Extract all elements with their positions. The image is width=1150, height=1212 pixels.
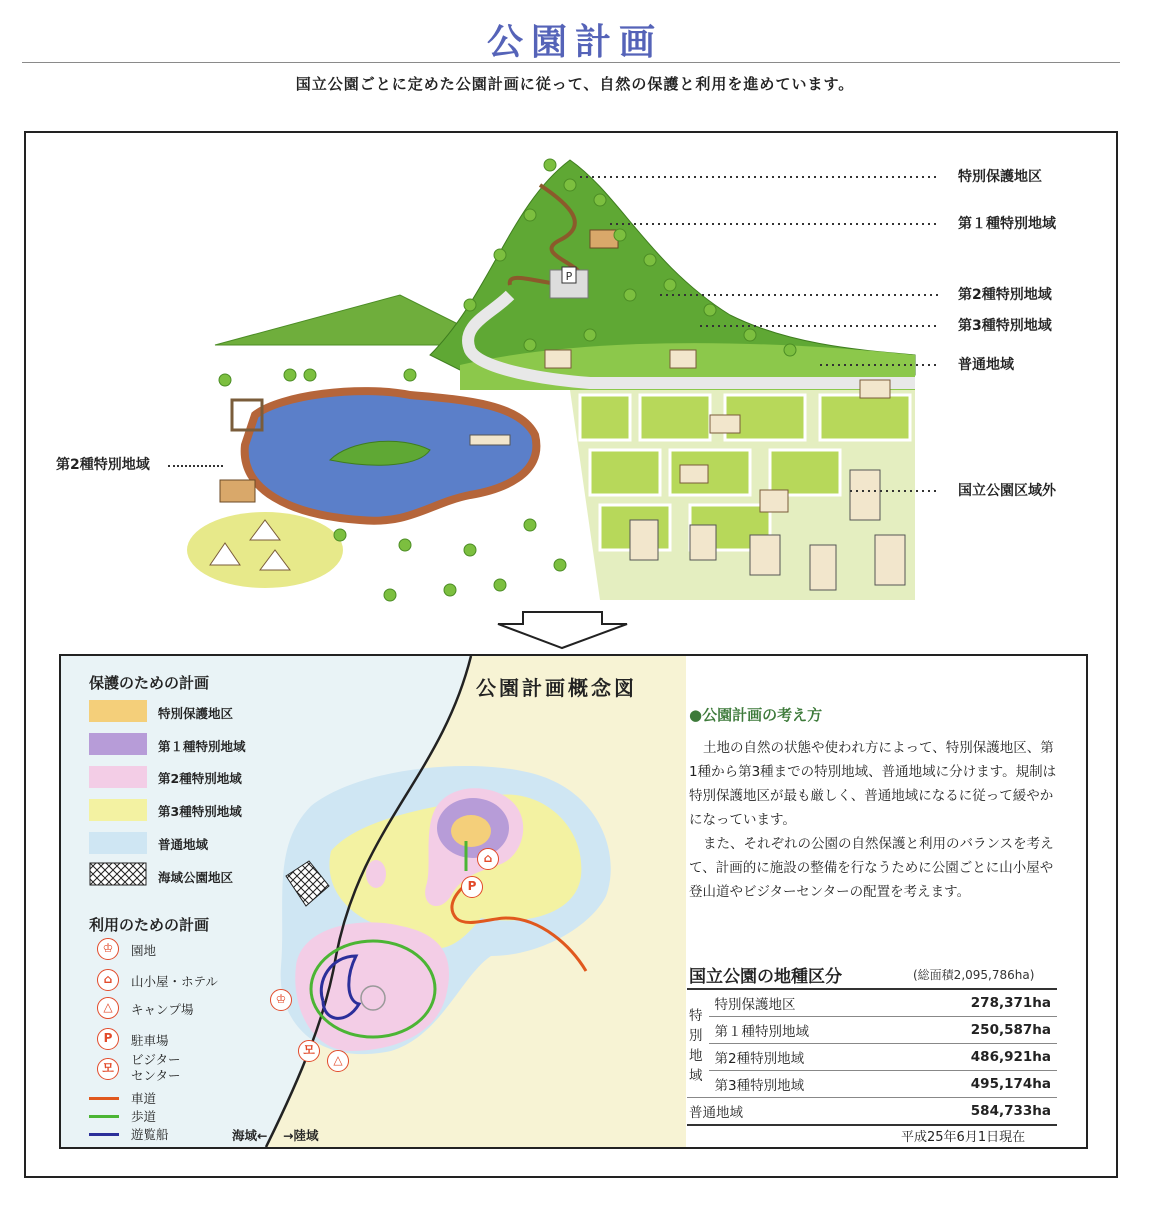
- hut-icon: ⌂: [97, 969, 119, 991]
- road-line-swatch: [89, 1097, 119, 1100]
- idea-heading: ●公園計画の考え方: [689, 706, 823, 724]
- callout-ordinary: 普通地域: [958, 357, 1014, 373]
- legend-boat: 遊覧船: [131, 1127, 169, 1142]
- map-camp-icon: △: [327, 1050, 349, 1072]
- swatch-special-protection: [89, 700, 147, 722]
- zone-special-protection: [451, 815, 491, 847]
- sea-label: 海域←: [232, 1128, 268, 1143]
- map-park-icon: ♔: [270, 989, 292, 1011]
- idea-paragraph-2: また、それぞれの公園の自然保護と利用のバランスを考えて、計画的に施設の整備を行なうために公園ごとに山小屋や登山道やビジターセンターの配置を考えます。: [689, 836, 1054, 900]
- swatch-ordinary: [89, 832, 147, 854]
- page-subtitle: 国立公園ごとに定めた公園計画に従って、自然の保護と利用を進めています。: [295, 75, 855, 93]
- concept-diagram-box: [59, 654, 1088, 1149]
- table-row: [687, 1071, 1057, 1098]
- legend-parking: 駐車場: [131, 1033, 169, 1048]
- legend-special-protection: 特別保護地区: [158, 706, 234, 721]
- use-legend-heading: 利用のための計画: [89, 916, 210, 934]
- house: [670, 350, 696, 368]
- map-parking-icon: P: [461, 876, 483, 898]
- legend-class1: 第１種特別地域: [158, 739, 246, 754]
- legend-hut: 山小屋・ホテル: [131, 974, 218, 989]
- mountain-hut: [590, 230, 618, 248]
- legend-visitor-center: [131, 1052, 181, 1084]
- ordinary-row-name: 普通地域: [687, 1098, 884, 1126]
- map-visitor-center-icon: 모: [298, 1040, 320, 1062]
- parking-sign-label: P: [565, 270, 573, 283]
- map-hut-icon: ⌂: [477, 848, 499, 870]
- row-value: 278,371ha: [884, 989, 1057, 1017]
- swatch-class1: [89, 733, 147, 755]
- callout-lake-class2: 第2種特別地域: [56, 457, 150, 473]
- row-name: 第１種特別地域: [709, 1017, 885, 1044]
- legend-class2: 第2種特別地域: [158, 771, 242, 786]
- table-row: [687, 989, 1057, 1017]
- down-arrow-icon: [495, 610, 630, 650]
- row-value: 495,174ha: [884, 1071, 1057, 1098]
- trail-line-swatch: [89, 1115, 119, 1118]
- swatch-marine-park: [89, 862, 147, 886]
- area-table: [687, 988, 1057, 1126]
- row-name: 第3種特別地域: [709, 1071, 885, 1098]
- row-name: 特別保護地区: [709, 989, 885, 1017]
- lakeside-hut: [220, 480, 255, 502]
- title-rule: [22, 62, 1120, 63]
- callout-class1: 第１種特別地域: [958, 216, 1056, 232]
- special-group-label: 特別地域: [687, 989, 709, 1098]
- small-island: [366, 860, 386, 888]
- boat-line-swatch: [89, 1133, 119, 1136]
- legend-marine-park: 海域公園地区: [158, 870, 234, 885]
- row-name: 第2種特別地域: [709, 1044, 885, 1071]
- boat: [470, 435, 510, 445]
- legend-camp: キャンプ場: [131, 1002, 194, 1017]
- table-row: [687, 1044, 1057, 1071]
- main-mountain: [430, 160, 915, 375]
- area-table-total: (総面積2,095,786ha): [913, 968, 1035, 982]
- legend-road: 車道: [131, 1091, 157, 1106]
- callout-special-protection: 特別保護地区: [958, 169, 1042, 185]
- park-zone-illustration: [170, 145, 940, 610]
- table-row: [687, 1017, 1057, 1044]
- callout-outside-park: 国立公園区域外: [958, 483, 1056, 499]
- callout-class3: 第3種特別地域: [958, 318, 1052, 334]
- table-row: [687, 1098, 1057, 1126]
- visitor-center-icon: 모: [97, 1058, 119, 1080]
- callout-class2: 第2種特別地域: [958, 287, 1052, 303]
- protection-legend-heading: 保護のための計画: [89, 674, 210, 692]
- land-label: →陸域: [283, 1128, 319, 1143]
- legend-class3: 第3種特別地域: [158, 804, 242, 819]
- park-icon: ♔: [97, 938, 119, 960]
- swatch-class2: [89, 766, 147, 788]
- house: [545, 350, 571, 368]
- parking-icon: P: [97, 1028, 119, 1050]
- ordinary-row-value: 584,733ha: [884, 1098, 1057, 1126]
- row-value: 486,921ha: [884, 1044, 1057, 1071]
- legend-visitor-center-line2: センター: [131, 1068, 181, 1083]
- callout-lake-leader: [168, 465, 223, 467]
- as-of-date: 平成25年6月1日現在: [901, 1130, 1026, 1145]
- page-title: 公園計画: [486, 22, 663, 63]
- idea-paragraph-1: 土地の自然の状態や使われ方によって、特別保護地区、第1種から第3種までの特別地域、普通地域に分けます。規制は特別保護地区が最も厳しく、普通地域になるに従って緩やかになっています。: [689, 740, 1057, 828]
- camp-icon: △: [97, 997, 119, 1019]
- row-value: 250,587ha: [884, 1017, 1057, 1044]
- swatch-class3: [89, 799, 147, 821]
- legend-park: 園地: [131, 943, 157, 958]
- legend-trail: 歩道: [131, 1109, 157, 1124]
- legend-ordinary: 普通地域: [158, 837, 209, 852]
- concept-title: 公園計画概念図: [476, 676, 637, 700]
- area-table-title: 国立公園の地種区分: [689, 967, 842, 987]
- idea-body: [689, 736, 1061, 904]
- legend-visitor-center-line1: ビジター: [131, 1052, 181, 1067]
